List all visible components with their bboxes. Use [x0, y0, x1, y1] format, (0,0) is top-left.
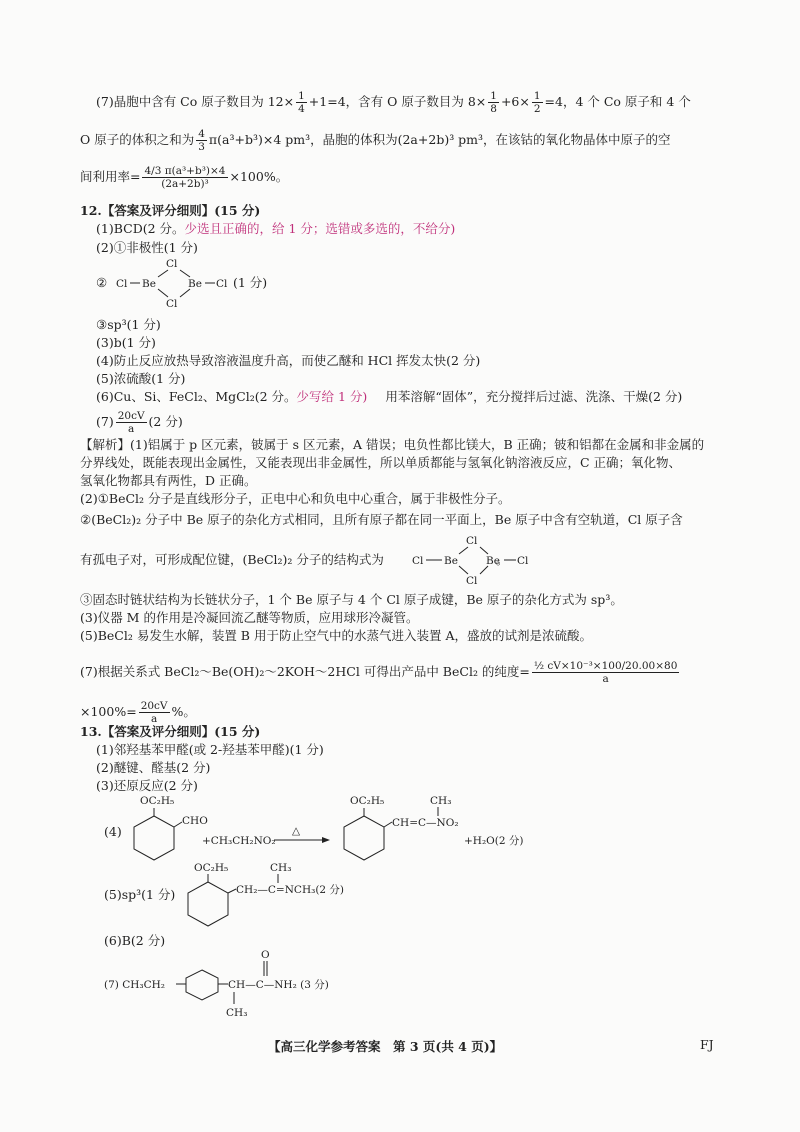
q12-explanation-2: 分界线处，既能表现出金属性，又能表现出非金属性，所以单质都能与氢氧化钠溶液反应，C 正确；氧化物、: [80, 455, 682, 470]
text: 【解析】(1)铝属于 p 区元素，铍属于 s 区元素，A 错误；电负性都比镁大，B 正确；铍和铝都在金属和非金属的: [80, 437, 705, 452]
denominator: 3: [198, 141, 205, 153]
text: 用苯溶解“固体”，充分搅拌后过滤、洗涤、干燥(2 分): [385, 389, 683, 404]
numerator: 20cV: [140, 700, 168, 712]
q12-answer-2-2-score: (1 分): [233, 275, 268, 290]
q12-explanation-9: (5)BeCl₂ 易发生水解，装置 B 用于防止空气中的水蒸气进入装置 A，盛放的试剂是浓硫酸。: [80, 628, 592, 643]
q13-heading: 13.【答案及评分细则】(15 分): [80, 724, 261, 739]
scoring-note: 少选且正确的，给 1 分；选错或多选的，不给分): [184, 221, 456, 236]
bond: [180, 289, 190, 297]
ethoxy-group: OC₂H₅: [350, 795, 385, 807]
fraction: [532, 90, 543, 115]
text: (1)BCD(2 分。: [96, 221, 185, 236]
numerator: 1: [490, 90, 497, 102]
text: O 原子的体积之和为: [80, 132, 195, 147]
fraction: [532, 660, 679, 685]
ethoxy-group: OC₂H₅: [194, 862, 229, 874]
denominator: (2a+2b)³: [161, 178, 209, 190]
cl-top: Cl: [166, 258, 178, 270]
q12-answer-2-3: ③sp³(1 分): [96, 317, 161, 332]
imine-chain: CH₂—C=NCH₃(2 分): [236, 884, 345, 896]
q13-answer-3: (3)还原反应(2 分): [96, 778, 198, 793]
fraction: [488, 90, 499, 115]
aldehyde-group: CHO: [182, 815, 208, 827]
denominator: a: [602, 673, 609, 685]
q12-explanation-10: [80, 660, 681, 685]
bond: [158, 270, 168, 277]
bond: [180, 270, 190, 277]
text: π(a³+b³)×4 pm³，晶胞的体积为(2a+2b)³ pm³，在该钴的氧化物晶体中原子的空: [208, 132, 671, 147]
denominator: 2: [533, 103, 541, 115]
cl-right: Cl: [517, 555, 529, 567]
q12-answer-2-2-label: ②: [96, 275, 108, 290]
q13-answer-5-label: (5)sp³(1 分): [104, 887, 176, 902]
q12-explanation-3: 氢氧化物都具有两性，D 正确。: [80, 473, 257, 488]
q13-imine-structure: [178, 862, 378, 928]
be-left: Be: [142, 278, 156, 290]
numerator: 20cV: [117, 410, 145, 422]
be-left: Be: [444, 555, 458, 567]
nitroalkene-chain: CH=C—NO₂: [392, 817, 459, 829]
bond: [384, 822, 392, 827]
fraction: [142, 165, 227, 190]
amide-chain: CH—C—NH₂ (3 分): [228, 979, 329, 991]
text: =4，4 个 Co 原子和 4 个: [544, 94, 691, 109]
footer-code: FJ: [700, 1037, 714, 1052]
denominator: a: [150, 713, 158, 725]
cl-bottom: Cl: [166, 298, 178, 310]
q13-reaction-scheme: [118, 794, 678, 864]
q13-amide-structure: [104, 948, 424, 1020]
scoring-note: 少写给 1 分): [296, 389, 368, 404]
q12-answer-4: (4)防止反应放热导致溶液温度升高，而使乙醚和 HCl 挥发太快(2 分): [96, 353, 481, 368]
benzene-ring: [188, 882, 228, 926]
text: (6)Cu、Si、FeCl₂、MgCl₂(2 分。: [96, 389, 297, 404]
numerator: 4: [198, 128, 205, 140]
text: ×100%。: [229, 169, 289, 184]
q12-answer-5: (5)浓硫酸(1 分): [96, 371, 186, 386]
text: 间利用率=: [80, 169, 141, 184]
q12-answer-6: [96, 389, 682, 405]
fraction: [196, 128, 207, 153]
q13-answer-2: (2)醚键、醛基(2 分): [96, 760, 211, 775]
numerator: 1: [298, 90, 305, 102]
ethyl-prefix: (7) CH₃CH₂: [104, 979, 166, 991]
denominator: 4: [298, 103, 305, 115]
page-footer: 【高三化学参考答案 第 3 页(共 4 页)】: [268, 1039, 503, 1054]
q13-answer-4-label: (4): [104, 824, 122, 839]
q12-explanation-5: ②(BeCl₂)₂ 分子中 Be 原子的杂化方式相同，且所有原子都在同一平面上，Be 原子中含有空轨道，Cl 原子含: [80, 512, 683, 527]
fraction: [116, 410, 147, 435]
numerator: 4/3 π(a³+b³)×4: [144, 165, 226, 177]
q12-answer-1: [96, 221, 455, 237]
q12-answer-7: [96, 410, 183, 435]
numerator: ½ cV×10⁻³×100/20.00×80: [533, 660, 678, 672]
q11-line-1: [96, 90, 691, 115]
denominator: a: [128, 423, 135, 435]
q12-explanation-7: ③固态时链状结构为长链状分子，1 个 Be 原子与 4 个 Cl 原子成键，Be 原子的杂化方式为 sp³。: [80, 592, 623, 607]
q12-answer-2-1: (2)①非极性(1 分): [96, 240, 198, 255]
arrow-head: [322, 837, 330, 843]
text: %。: [171, 704, 196, 719]
be-right: Be: [486, 555, 500, 567]
carbonyl-oxygen: O: [261, 949, 270, 961]
methyl-group: CH₃: [430, 795, 452, 807]
denominator: 8: [490, 103, 497, 115]
q12-explanation-8: (3)仪器 M 的作用是冷凝回流乙醚等物质，应用球形冷凝管。: [80, 610, 419, 625]
q13-answer-1: (1)邻羟基苯甲醛(或 2-羟基苯甲醛)(1 分): [96, 742, 324, 757]
benzene-ring: [134, 816, 174, 860]
q12-answer-3: (3)b(1 分): [96, 335, 156, 350]
bond: [480, 566, 488, 574]
text: (7): [96, 414, 114, 429]
cl-left: Cl: [116, 278, 128, 290]
bond: [480, 547, 488, 554]
text: 有孤电子对，可形成配位键，(BeCl₂)₂ 分子的结构式为: [80, 552, 384, 567]
text: +6×: [500, 94, 530, 109]
text: (7)晶胞中含有 Co 原子数目为 12×: [96, 94, 295, 109]
be-right: Be: [188, 278, 202, 290]
fraction: [139, 700, 170, 725]
bond: [158, 289, 168, 297]
cl-left: Cl: [412, 555, 424, 567]
numerator: 1: [533, 90, 541, 102]
q13-answer-6: (6)B(2 分): [104, 933, 166, 948]
fraction: [296, 90, 307, 115]
methyl-group: CH₃: [270, 862, 292, 874]
bond: [174, 822, 182, 827]
ethoxy-group: OC₂H₅: [140, 795, 175, 807]
heat-symbol: △: [292, 825, 301, 837]
q12-heading: 12.【答案及评分细则】(15 分): [80, 203, 261, 218]
cl-bottom: Cl: [466, 575, 478, 587]
q12-explanation-11: [80, 700, 196, 725]
text: (7)根据关系式 BeCl₂～Be(OH)₂～2KOH～2HCl 可得出产品中 BeCl₂ 的纯度=: [80, 664, 530, 679]
cl-right: Cl: [216, 278, 228, 290]
bond: [459, 547, 468, 554]
q11-line-3: [80, 165, 288, 190]
methyl-group: CH₃: [226, 1007, 248, 1019]
benzene-ring: [344, 816, 384, 860]
nitroethane-reagent: +CH₃CH₂NO₂: [202, 835, 276, 847]
benzene-ring: [186, 970, 218, 1000]
bond: [228, 889, 236, 893]
text: (2 分): [148, 414, 183, 429]
q12-explanation-4: (2)①BeCl₂ 分子是直线形分子，正电中心和负电中心重合，属于非极性分子。: [80, 491, 511, 506]
cl-top: Cl: [466, 535, 478, 547]
water-byproduct: +H₂O(2 分): [464, 835, 524, 847]
q12-explanation-1: [80, 437, 704, 453]
q11-line-2: [80, 128, 671, 153]
text: ×100%=: [80, 704, 137, 719]
becl2-dimer-structure-2: [412, 532, 532, 588]
text: 。: [495, 552, 509, 567]
text: +1=4，含有 O 原子数目为 8×: [308, 94, 487, 109]
bond: [459, 566, 468, 574]
